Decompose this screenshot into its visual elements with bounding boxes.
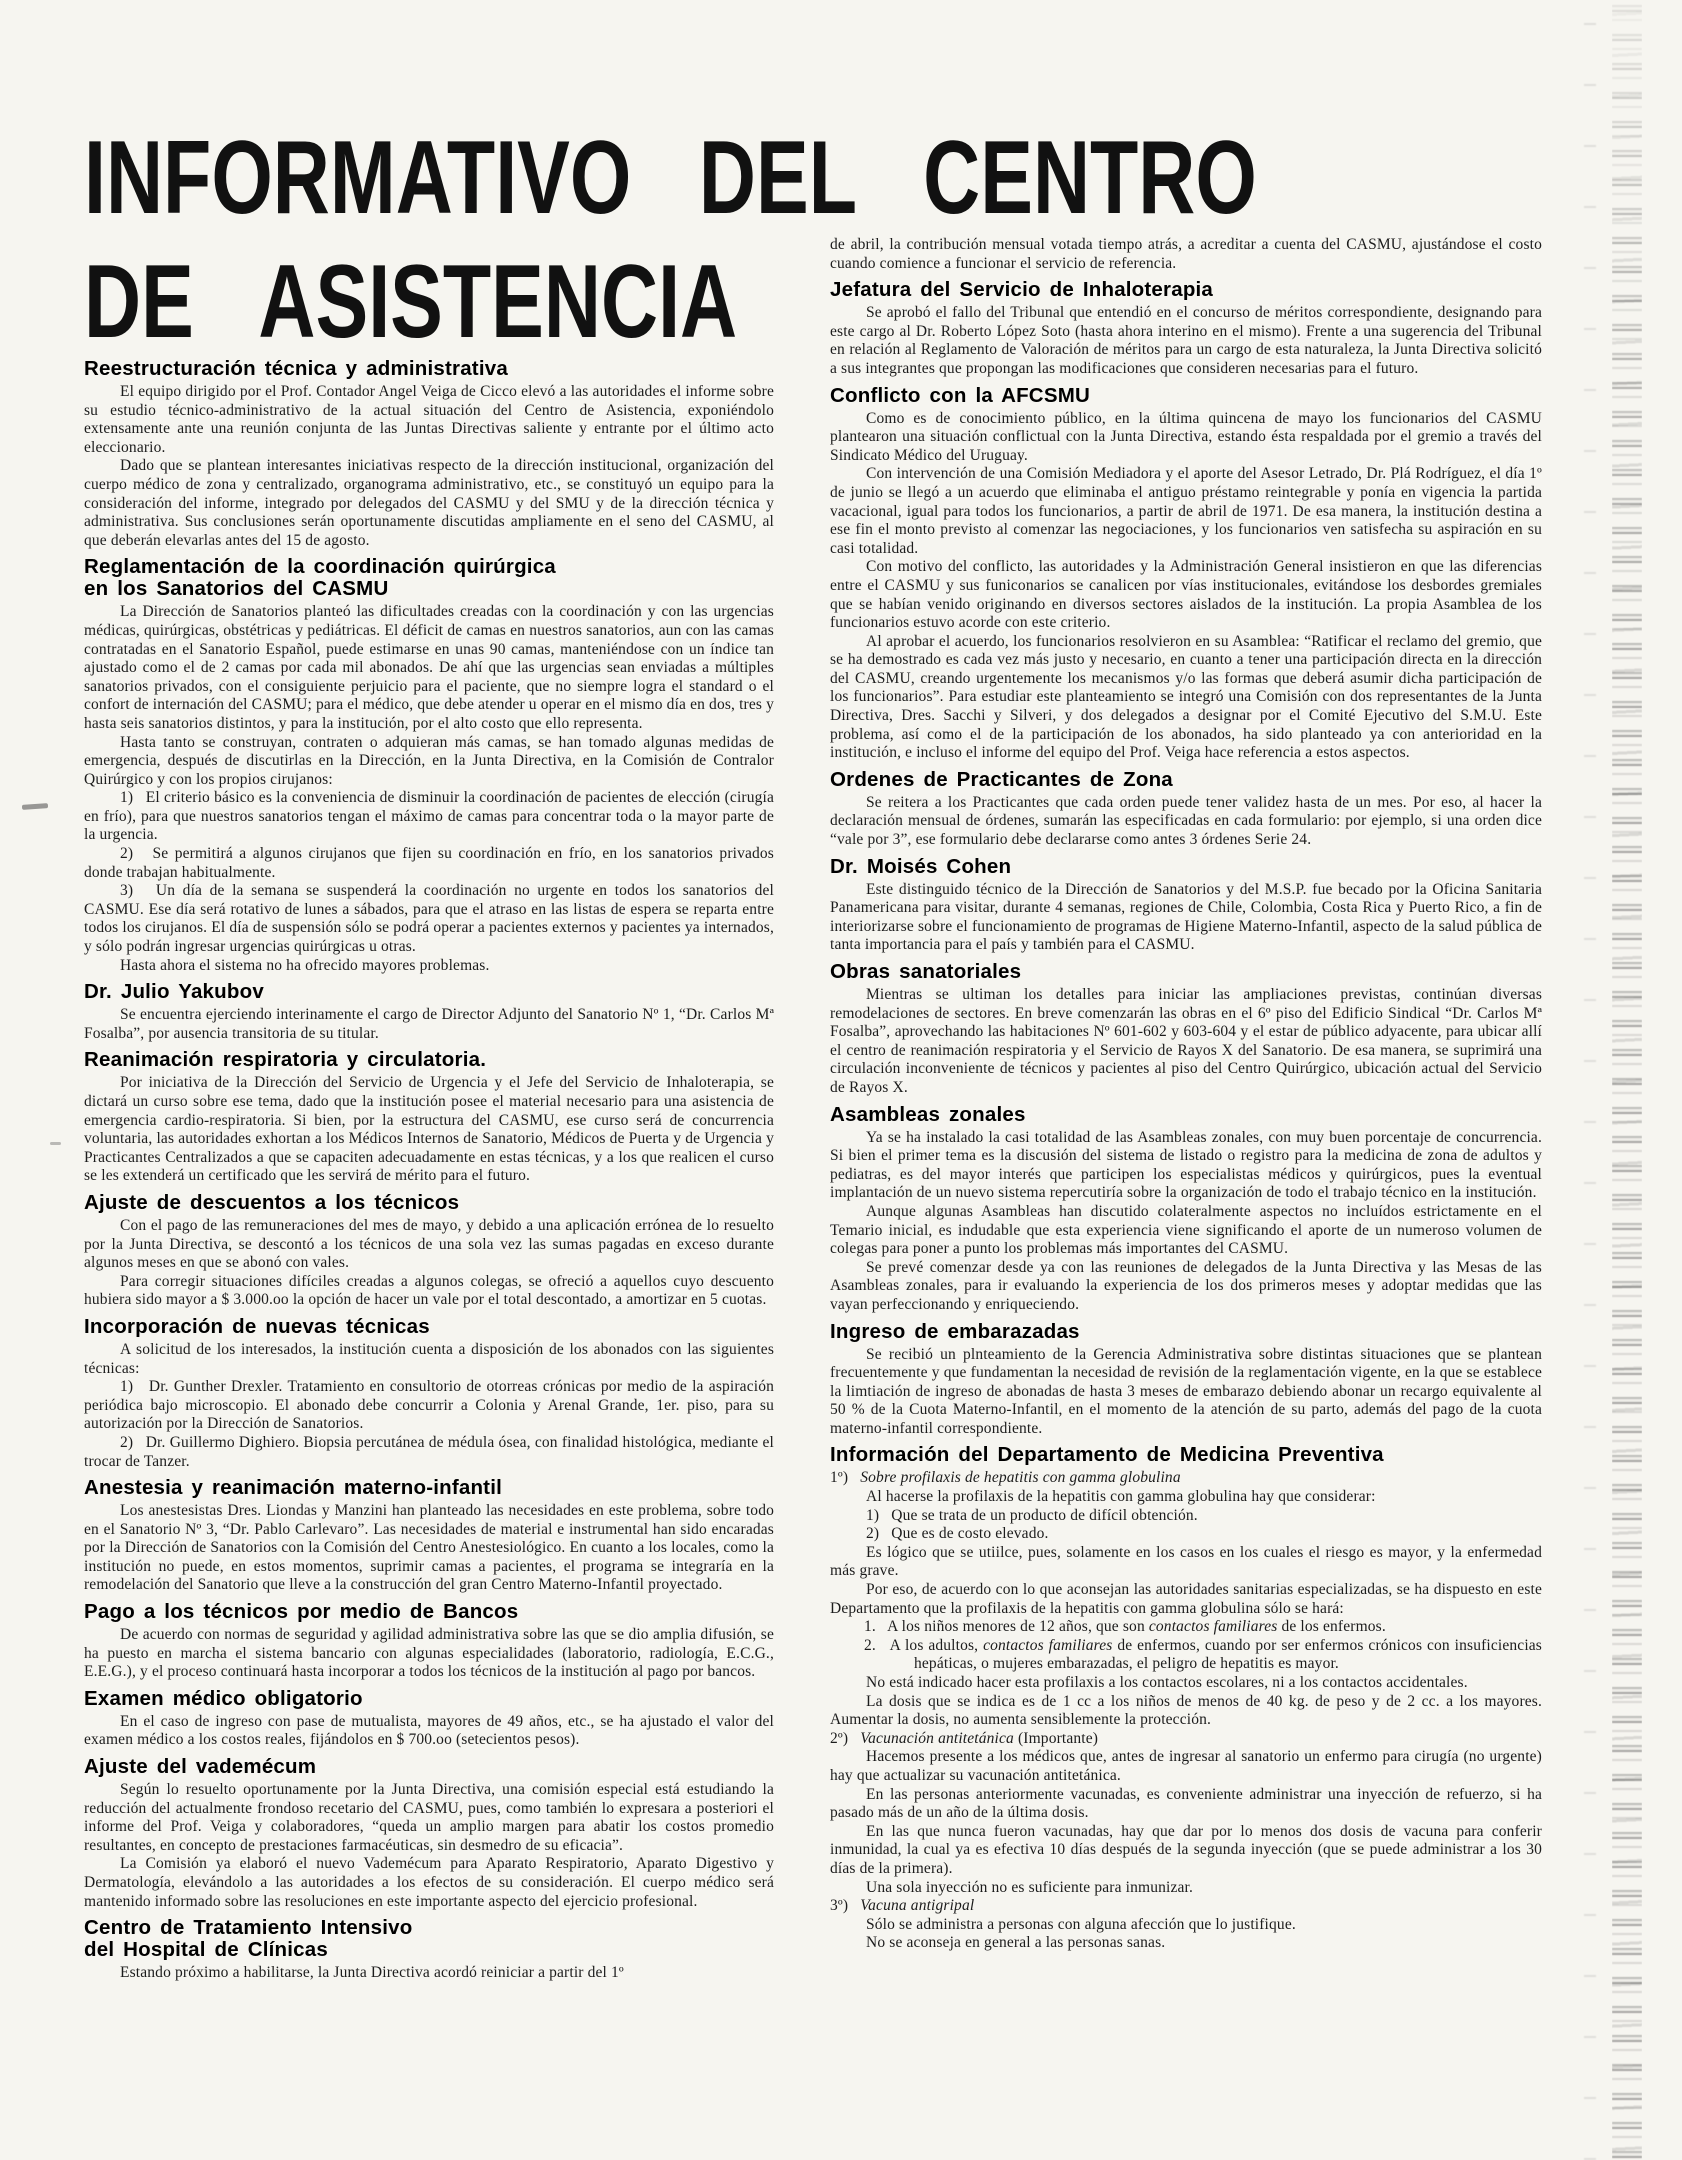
section-heading: Información del Departamento de Medicina Preventiva <box>830 1443 1384 1467</box>
section-heading: Dr. Julio Yakubov <box>84 980 264 1004</box>
left-column <box>84 352 774 1983</box>
paragraph: 1º) Sobre profilaxis de hepatitis con gamma globulina <box>830 1469 1181 1487</box>
paragraph: Hasta tanto se construyan, contraten o adquieran más camas, se han tomado algunas medidas de emergencia, después de discutirlas en la Dirección, en la Junta Directiva, en la Comisión de Contralor Quirúrgico y con los propios cirujanos: <box>84 733 774 788</box>
section-heading: Ajuste del vademécum <box>84 1755 317 1779</box>
paragraph: Por eso, de acuerdo con lo que aconsejan las autoridades sanitarias especializadas, se ha dispuesto en este Departamento que la profilaxis de la hepatitis con gamma globulina sólo se hará: <box>830 1581 1542 1617</box>
paragraph: La Comisión ya elaboró el nuevo Vademécum para Aparato Respiratorio, Aparato Digestivo y Dermatología, elevándolo a las autoridades a los efectos de su consideración. El cuerpo médico será mantenido informado sobre las resoluciones en este importante aspecto del ejercicio profesional. <box>84 1855 774 1910</box>
article-section <box>830 769 1542 850</box>
section-heading: Obras sanatoriales <box>830 960 1022 983</box>
section-heading: Ingreso de embarazadas <box>830 1319 1080 1343</box>
paragraph: 1. A los niños menores de 12 años, que son contactos familiares de los enfermos. <box>864 1618 1386 1636</box>
paragraph: Al hacerse la profilaxis de la hepatitis con gamma globulina hay que considerar: <box>866 1488 1376 1506</box>
italic-run: Vacuna antigripal <box>860 1897 975 1915</box>
section-heading: Ordenes de Practicantes de Zona <box>830 767 1173 791</box>
paragraph: El equipo dirigido por el Prof. Contador Angel Veiga de Cicco elevó a las autoridades el informe sobre su estudio técnico-administrativo de la actual situación del Centro de Asistencia, exponiéndolo extensamente ante una reunión conjunta de las Juntas Directivas saliente y entrante por el último acto eleccionario. <box>84 383 774 456</box>
section-heading: Centro de Tratamiento Intensivo del Hospital de Clínicas <box>84 1916 413 1962</box>
article-section <box>84 1049 774 1186</box>
paragraph: No se aconseja en general a las personas sanas. <box>866 1934 1166 1952</box>
paragraph: Este distinguido técnico de la Dirección de Sanatorios y del M.S.P. fue becado por la Oficina Sanitaria Panamericana para visitar, durante 4 semanas, regiones de Chile, Colombia, Costa Rica y Puerto Rico, a fin de interiorizarse sobre el funcionamiento de programas de Higiene Materno-Infantil, aspecto de la salud pública de tanta importancia para el país y también para el CASMU. <box>830 880 1542 954</box>
paragraph: Sólo se administra a personas con alguna afección que lo justifique. <box>866 1915 1296 1933</box>
paragraph: Una sola inyección no es suficiente para inmunizar. <box>866 1878 1194 1896</box>
paragraph: Mientras se ultiman los detalles para iniciar las ampliaciones previstas, continúan diversas remodelaciones de sectores. En breve comenzarán las obras en el 6º piso del Edificio Sindical “Dr. Carlos Mª Fosalba”, aprovechando las habitaciones Nº 601-602 y 603-604 y el estar de público adyacente, para ubicar allí el centro de reanimación respiratoria y el Servicio de Rayos X del Sanatorio. De esa manera, se suprimirá una circulación inconveniente de técnicos y pacientes al piso del Centro Quirúrgico, ubicación actual del Servicio de Rayos X. <box>830 986 1542 1096</box>
right-column <box>830 236 1542 1953</box>
paragraph: 1) El criterio básico es la conveniencia de disminuir la coordinación de pacientes de elección (cirugía en frío), para que nuestros sanatorios tengan el máximo de camas para concentrar toda o la mayor parte de la urgencia. <box>84 789 774 844</box>
paragraph: 1) Que se trata de un producto de difícil obtención. <box>866 1506 1198 1524</box>
article-section <box>830 961 1542 1098</box>
paragraph: En las personas anteriormente vacunadas, es conveniente administrar una inyección de refuerzo, si ha pasado más de un año de la última dosis. <box>830 1785 1542 1822</box>
scan-noise-right-inner <box>1584 0 1596 2160</box>
paragraph: En las que nunca fueron vacunadas, hay que dar por lo menos dos dosis de vacuna para conferir inmunidad, la cual ya es efectiva 10 días después de la segunda inyección (que se puede administrar a los 30 días de la primera). <box>830 1822 1542 1877</box>
paragraph: Hacemos presente a los médicos que, antes de ingresar al sanatorio un enfermo para cirugía (no urgente) hay que actualizar su vacunación antitetánica. <box>830 1748 1542 1784</box>
italic-run: contactos familiares <box>983 1636 1113 1654</box>
paragraph: Se aprobó el fallo del Tribunal que entendió en el concurso de méritos correspondiente, designando para este cargo al Dr. Roberto López Soto (hasta ahora interino en el mismo). Frente a una sugerencia del Tribunal en relación al Reglamento de Valoración de méritos para un cargo de esta naturaleza, la Junta Directiva solicitó a sus integrantes que propongan las modificaciones que consideren necesarias para el futuro. <box>830 304 1542 377</box>
article-section <box>830 385 1542 763</box>
section-heading: Ajuste de descuentos a los técnicos <box>84 1190 460 1214</box>
article-section <box>84 556 774 975</box>
paragraph: Estando próximo a habilitarse, la Junta Directiva acordó reiniciar a partir del 1º <box>120 1964 624 1982</box>
paragraph: 3) Un día de la semana se suspenderá la coordinación no urgente en todos los sanatorios del CASMU. Ese día será rotativo de lunes a sábados, para que el atraso en las listas de espera se reparta entre todos los cirujanos. El día de suspensión sólo se podrá operar a pacientes externos y pacientes ya internados, y sólo podrán ingresar urgencias quirúrgicas u otras. <box>84 882 774 956</box>
section-heading: Incorporación de nuevas técnicas <box>84 1314 430 1338</box>
article-section <box>830 236 1542 273</box>
paragraph: Por iniciativa de la Dirección del Servicio de Urgencia y el Jefe del Servicio de Inhaloterapia, se dictará un curso sobre ese tema, dado que la institución posee el material necesario para una asistencia de emergencia cardio-respiratoria. Si bien, por la estructura del CASMU, ese curso será de concurrencia voluntaria, las autoridades exhortan a los Médicos Internos de Sanatorio, Médicos de Puerta y de Urgencia y Practicantes Centralizados a que se capaciten adecuadamente en estas técnicas, y a los que realicen el curso se les extenderá un certificado que les servirá de mérito para el futuro. <box>84 1074 774 1185</box>
paragraph: La dosis que se indica es de 1 cc a los niños de menos de 40 kg. de peso y de 2 cc. a los mayores. Aumentar la dosis, no aumenta sensiblemente la protección. <box>830 1692 1542 1729</box>
scan-mark-left-margin <box>22 803 48 810</box>
section-heading: Pago a los técnicos por medio de Bancos <box>84 1600 519 1624</box>
article-section <box>84 1756 774 1911</box>
section-heading: Examen médico obligatorio <box>84 1686 363 1710</box>
paragraph: Se reitera a los Practicantes que cada orden puede tener validez hasta de un mes. Por eso, al hacer la declaración mensual de órdenes, sumarán las especificadas en cada formulario: por ejemplo, si una orden dice “vale por 3”, ese formulario debe declararse como antes 3 órdenes Serie 24. <box>830 793 1542 849</box>
paragraph: Con intervención de una Comisión Mediadora y el aporte del Asesor Letrado, Dr. Plá Rodríguez, el día 1º de junio se llegó a un acuerdo que eliminaba el antiguo préstamo reintegrable y ponía en vigencia la partida vacacional, igual para todos los funcionarios, a partir de abril de 1971. De esa manera, la institución destina a ese fin el monto previsto al comenzar las negociaciones, y los funcionarios ven satisfecha su aspiración en su casi totalidad. <box>830 465 1542 557</box>
article-section <box>84 1192 774 1310</box>
paragraph: Como es de conocimiento público, en la última quincena de mayo los funcionarios del CASMU plantearon una situación conflictual con la Junta Directiva, estando ésta respaldada por el gremio a través del Sindicato Médico del Uruguay. <box>830 409 1542 464</box>
paragraph: 2º) Vacunación antitetánica (Importante) <box>830 1729 1099 1747</box>
paragraph: Es lógico que se utiilce, pues, solamente en los casos en los cuales el riesgo es mayor, y la enfermedad más grave. <box>830 1543 1542 1580</box>
paragraph: Al aprobar el acuerdo, los funcionarios resolvieron en su Asamblea: “Ratificar el reclamo del gremio, que se ha demostrado es cada vez más justo y necesario, en cuanto a tener una participación directa en la dirección del CASMU, creando urgentemente los mecanismos y/o las formas que deberá asumir dicha participación de los funcionarios”. Para estudiar este planteamiento se integró una Comisión con dos representantes de la Junta Directiva, Dres. Sacchi y Silveri, y dos delegados a designar por el Comité Ejecutivo del S.M.U. Este problema, así como el de la participación de los abonados, ha sido planteado ya con anterioridad en la institución, e incluso el informe del equipo del Prof. Veiga hace referencia a estos aspectos. <box>830 632 1542 762</box>
section-heading: Conflicto con la AFCSMU <box>830 383 1090 407</box>
article-section <box>84 1688 774 1750</box>
paragraph: Se encuentra ejerciendo interinamente el cargo de Director Adjunto del Sanatorio Nº 1, “Dr. Carlos Mª Fosalba”, por ausencia transitoria de su titular. <box>84 1006 774 1042</box>
article-section <box>84 981 774 1043</box>
paragraph: Se recibió un plnteamiento de la Gerencia Administrativa sobre distintas situaciones que se plantean frecuentemente y que fundamentan la necesidad de revisión de la reglamentación vigente, en la que se establece la limtiación de ingreso de abonadas de hasta 3 meses de embarazo debiendo abonar un recargo equivalente al 50 % de la Cuota Materno-Infantil, en el momento de la atención de su parto, además del pago de la cuota materno-infantil correspondiente. <box>830 1345 1542 1437</box>
paragraph: Hasta ahora el sistema no ha ofrecido mayores problemas. <box>120 956 490 974</box>
article-section <box>84 1316 774 1471</box>
page-title-line1: INFORMATIVO DEL CENTRO <box>84 120 1257 236</box>
article-section <box>830 1104 1542 1315</box>
section-heading: Jefatura del Servicio de Inhaloterapia <box>830 278 1214 302</box>
section-heading: Dr. Moisés Cohen <box>830 854 1012 878</box>
section-heading: Reestructuración técnica y administrativa <box>84 357 508 380</box>
section-heading: Reglamentación de la coordinación quirúrgica en los Sanatorios del CASMU <box>84 555 556 601</box>
paragraph: Dado que se plantean interesantes iniciativas respecto de la dirección institucional, organización del cuerpo médico de zona y centralizado, organograma administrativo, etc., se constituyó un equipo para la consideración del informe, integrado por delegados del CASMU y del SMU y de la dirección técnica y administrativa. Sus conclusiones serán oportunamente discutidas ampliamente en el seno del CASMU, al que deberán elevarlas antes del 15 de agosto. <box>84 457 774 549</box>
paragraph: La Dirección de Sanatorios planteó las dificultades creadas con la coordinación y con las urgencias médicas, quirúrgicas, obstétricas y pediátricas. El déficit de camas en nuestros sanatorios, aun con las camas contratadas en el Sanatorio Español, puede estimarse en unas 90 camas, manteniéndose con un índice tan ajustado como el de 2 camas por cada mil abonados. De ahí que las urgencias sean enviadas a múltiples sanatorios privados, con el consiguiente perjuicio para el paciente, que no siempre logra el standard o el confort de internación del CASMU; para el médico, que debe atender u operar en el mismo día en dos, tres y hasta seis sanatorios distintos, y para la institución, por el alto costo que ello representa. <box>84 603 774 732</box>
paragraph: de abril, la contribución mensual votada tiempo atrás, a acreditar a cuenta del CASMU, ajustándose el costo cuando comience a funcionar el servicio de referencia. <box>830 236 1542 272</box>
paragraph: A solicitud de los interesados, la institución cuenta a disposición de los abonados con las siguientes técnicas: <box>84 1340 774 1377</box>
article-section <box>830 1321 1542 1439</box>
paragraph: 2) Dr. Guillermo Dighiero. Biopsia percutánea de médula ósea, con finalidad histológica, mediante el trocar de Tanzer. <box>84 1433 774 1470</box>
scan-noise-right-edge <box>1612 0 1642 2160</box>
section-heading: Asambleas zonales <box>830 1102 1026 1126</box>
paragraph: 2. A los adultos, contactos familiares de enfermos, cuando por ser enfermos crónicos con insuficiencias hepáticas, o mujeres embarazadas, el peligro de hepatitis es mayor. <box>864 1636 1542 1673</box>
article-section <box>830 856 1542 955</box>
section-heading: Reanimación respiratoria y circulatoria. <box>84 1048 487 1072</box>
italic-run: Sobre profilaxis de hepatitis con gamma globulina <box>860 1469 1181 1487</box>
paragraph: 1) Dr. Gunther Drexler. Tratamiento en consultorio de otorreas crónicas por medio de la aspiración periódica bajo microscopio. El abonado debe concurrir a Colonia y Arenal Grande, 1er. piso, para su autorización por la Dirección de Sanatorios. <box>84 1378 774 1433</box>
paragraph: 2) Se permitirá a algunos cirujanos que fijen su coordinación en frío, en los sanatorios privados donde trabajan habitualmente. <box>84 845 774 881</box>
paragraph: Para corregir situaciones difíciles creadas a algunos colegas, se ofreció a aquellos cuyo descuento hubiera sido mayor a $ 3.000.oo la opción de hacer un vale por el total descontado, a amortizar en 5 cuotas. <box>84 1272 774 1309</box>
paragraph: 2) Que es de costo elevado. <box>866 1525 1049 1543</box>
paragraph: Se prevé comenzar desde ya con las reuniones de delegados de la Junta Directiva y las Mesas de las Asambleas zonales, para ir evaluando la experiencia de los dos primeros meses y adoptar medidas que las vayan perfeccionando y enriqueciendo. <box>830 1258 1542 1313</box>
article-section <box>84 1601 774 1682</box>
article-section <box>84 358 774 550</box>
paragraph: En el caso de ingreso con pase de mutualista, mayores de 49 años, etc., se ha ajustado el valor del examen médico a los costos reales, fijándolos en $ 700.oo (setecientos pesos). <box>84 1712 774 1749</box>
paragraph: Los anestesistas Dres. Liondas y Manzini han planteado las necesidades en este problema, sobre todo en el Sanatorio Nº 3, “Dr. Pablo Carlevaro”. Las necesidades de material e instrumental han sido encaradas por la Dirección de Sanatorios con la Comisión del Centro Anestesiológico. En cuanto a los locales, como la institución no puede, en estos momentos, suprimir camas a pacientes, el programa se integraría en la remodelación del Sanatorio que lleve a la construcción del gran Centro Materno-Infantil proyectado. <box>84 1502 774 1594</box>
section-heading: Anestesia y reanimación materno-infantil <box>84 1476 503 1500</box>
paragraph: Con motivo del conflicto, las autoridades y la Administración General insistieron en que las diferencias entre el CASMU y sus funiconarios se canalicen por vías institucionales, evitándose los desbordes gremiales que se habían venido originando en diversos sectores aislados de la institución. La propia Asamblea de los funcionarios estuvo acorde con este criterio. <box>830 558 1542 632</box>
paragraph: 3º) Vacuna antigripal <box>830 1897 975 1915</box>
italic-run: Vacunación antitetánica <box>860 1729 1014 1747</box>
scan-speck-left-margin <box>50 1142 61 1145</box>
paragraph: No está indicado hacer esta profilaxis a los contactos escolares, ni a los contactos accidentales. <box>866 1674 1468 1691</box>
paragraph: Según lo resuelto oportunamente por la Junta Directiva, una comisión especial está estudiando la reducción del actualmente frondoso recetario del CASMU, pues, como también lo expresara a posteriori el informe del Prof. Veiga y colaboradores, “queda un amplio margen para abatir los costos promedio resultantes, en concepto de prestaciones farmacéuticas, sin desmedro de su eficacia”. <box>84 1781 774 1854</box>
article-section <box>84 1477 774 1595</box>
paragraph: De acuerdo con normas de seguridad y agilidad administrativa sobre las que se dio amplia difusión, se ha puesto en marcha el sistema bancario con algunas especialidades (laboratorio, radiología, E.C.G., E.E.G.), y el proceso continuará hasta incorporar a todos los técnicos de la institución al pago por bancos. <box>84 1626 774 1681</box>
italic-run: contactos familiares <box>1148 1618 1278 1636</box>
article-section <box>84 1917 774 1983</box>
paragraph: Ya se ha instalado la casi totalidad de las Asambleas zonales, con muy buen porcentaje de concurrencia. Si bien el primer tema es la discusión del sistema de listado o registro para la medicina de zona de adultos y pediatras, es del mayor interés que participen los especialistas médicos y quirúrgicos, pues la eventual implantación de un nuevo sistema repercutiría sobre la organización de todo el trabajo técnico en la institución. <box>830 1128 1542 1202</box>
paragraph: Aunque algunas Asambleas han discutido colateralmente aspectos no incluídos estrictamente en el Temario inicial, es indudable que esta experiencia viene significando el aporte de un numeroso volumen de colegas para poner a punto los problemas más importantes del CASMU. <box>830 1202 1542 1258</box>
article-section <box>830 1444 1542 1952</box>
paragraph: Con el pago de las remuneraciones del mes de mayo, y debido a una aplicación errónea de lo resuelto por la Junta Directiva, se descontó a los técnicos de una sola vez las sumas pagadas en exceso durante algunos meses en que se abonó con vales. <box>84 1216 774 1272</box>
page-title-line2: DE ASISTENCIA <box>84 244 738 360</box>
article-section <box>830 279 1542 378</box>
